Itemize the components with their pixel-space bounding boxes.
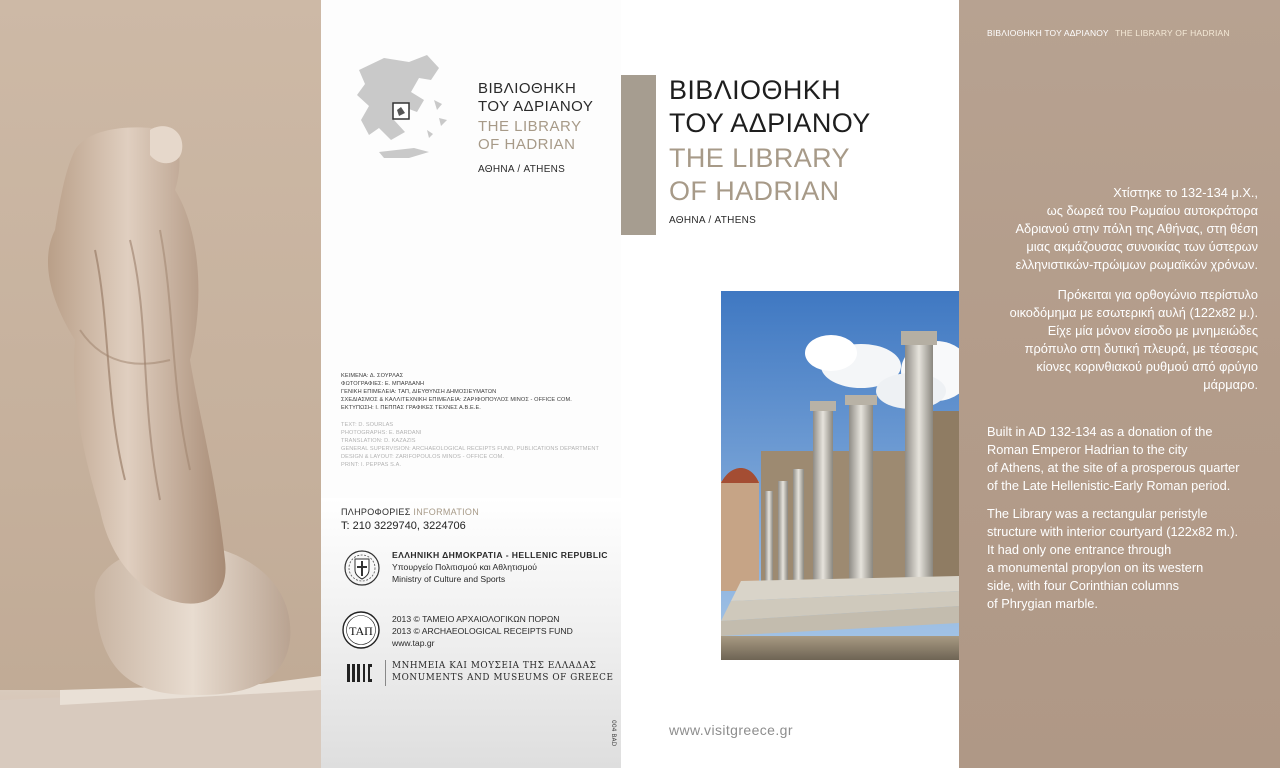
tap-logo-icon: [341, 610, 381, 650]
cover-accent-bar: [621, 75, 656, 235]
print-code: 004 BAD: [610, 720, 617, 747]
greek-paragraph-2: Πρόκειται για ορθογώνιο περίστυλο οικοδόμημα με εσωτερική αυλή (122x82 μ.). Είχε μία μόνον είσοδο με μνημειώδες πρόπυλο στη δυτική πλευρά, με τέσσερις κίονες κορινθιακού ρυθμού από φρύγιο μάρμαρο.: [1009, 287, 1258, 392]
coat-of-arms-icon: [343, 548, 381, 588]
republic-text: ΕΛΛΗΝΙΚΗ ΔΗΜΟΚΡΑΤΙΑ - HELLENIC REPUBLIC Υπουργείο Πολιτισμού και Αθλητισμού Ministry of Culture and Sports: [392, 550, 608, 584]
credit-line: PRINT: I. PEPPAS S.A.: [341, 462, 402, 468]
credit-line: GENERAL SUPERVISION: ARCHAEOLOGICAL RECEIPTS FUND, PUBLICATIONS DEPARTMENT: [341, 446, 600, 452]
credit-line: TRANSLATION: D. KAZAZIS: [341, 438, 416, 444]
information-heading: ΠΛΗΡΟΦΟΡΙΕΣ INFORMATION: [341, 507, 480, 517]
cover-location: ΑΘΗΝΑ / ATHENS: [669, 215, 757, 226]
tap-text: 2013 © ΤΑΜΕΙΟ ΑΡΧΑΙΟΛΟΓΙΚΩΝ ΠΟΡΩΝ 2013 © ARCHAEOLOGICAL RECEIPTS FUND www.tap.gr: [392, 614, 573, 648]
monuments-text: ΜΝΗΜΕΙΑ ΚΑΙ ΜΟΥΣΕΙΑ ΤΗΣ ΕΛΛΑΔΑΣ MONUMENTS AND MUSEUMS OF GREECE: [392, 661, 614, 683]
library-columns-photo: [721, 291, 959, 660]
republic-logo-row: [341, 548, 621, 590]
greek-paragraph-1: Χτίστηκε το 132-134 μ.Χ., ως δωρεά του Ρωμαίου αυτοκράτορα Αδριανού στην πόλη της Αθήνας, στη θέση μιας ακμάζουσας συνοικίας των ύστερων ελληνιστικών-πρώιμων ρωμαϊκών χρόνων.: [1015, 185, 1258, 272]
statue-image: [0, 0, 321, 768]
english-paragraph-2: The Library was a rectangular peristyle structure with interior courtyard (122x82 m.). It had only one entrance through a monumental propylon on its western side, with four Corinthian columns of Phrygian marble.: [987, 506, 1239, 611]
panel-header: ΒΙΒΛΙΟΘΗΚΗ ΤΟΥ ΑΔΡΙΑΝΟΥ THE LIBRARY OF HADRIAN: [987, 28, 1230, 38]
credit-line: TEXT: D. SOURLAS: [341, 422, 394, 428]
credit-line: PHOTOGRAPHS: E. BARDANI: [341, 430, 422, 436]
credit-line: ΓΕΝΙΚΗ ΕΠΙΜΕΛΕΙΑ: ΤΑΠ, ΔΙΕΥΘΥΝΣΗ ΔΗΜΟΣΙΕΥΜΑΤΩΝ: [341, 389, 497, 395]
credit-line: ΕΚΤΥΠΩΣΗ: Ι. ΠΕΠΠΑΣ ΓΡΑΦΙΚΕΣ ΤΕΧΝΕΣ Α.Β.Ε.Ε.: [341, 405, 481, 411]
credits-gr: [341, 372, 621, 412]
tap-logo-row: [341, 610, 621, 654]
phone-number: Τ: 210 3229740, 3224706: [341, 520, 466, 532]
english-paragraph-1: Built in AD 132-134 as a donation of the Roman Emperor Hadrian to the city of Athens, at the site of a prosperous quarter of the Late Hellenistic-Early Roman period.: [987, 424, 1240, 493]
tap-website-link[interactable]: www.tap.gr: [392, 638, 435, 648]
credit-line: ΦΩΤΟΓΡΑΦΙΕΣ: Ε. ΜΠΑΡΔΑΝΗ: [341, 381, 425, 387]
statue-panel: [0, 0, 321, 768]
info-panel: [321, 0, 621, 768]
info-location: ΑΘΗΝΑ / ATHENS: [478, 164, 566, 175]
visitgreece-url[interactable]: www.visitgreece.gr: [669, 722, 793, 738]
monuments-logo-row: [341, 660, 621, 688]
cover-panel: [621, 0, 959, 768]
credit-line: ΣΧΕΔΙΑΣΜΟΣ & ΚΑΛΛΙΤΕΧΝΙΚΗ ΕΠΙΜΕΛΕΙΑ: ΖΑΡΙΦΟΠΟΥΛΟΣ ΜΙΝΟΣ - OFFICE COM.: [341, 397, 572, 403]
credit-line: DESIGN & LAYOUT: ZARIFOPOULOS MINOS - OFFICE COM.: [341, 454, 504, 460]
greece-map-icon: [339, 40, 459, 170]
info-title-gr: ΒΙΒΛΙΟΘΗΚΗ ΤΟΥ ΑΔΡΙΑΝΟΥ: [478, 80, 594, 115]
credit-line: ΚΕΙΜΕΝΑ: Δ. ΣΟΥΡΛΑΣ: [341, 373, 404, 379]
divider: [385, 660, 386, 686]
info-title-en: THE LIBRARY OF HADRIAN: [478, 118, 582, 153]
cover-title-gr: ΒΙΒΛΙΟΘΗΚΗ ΤΟΥ ΑΔΡΙΑΝΟΥ: [669, 75, 871, 138]
monuments-logo-icon: [346, 662, 374, 684]
text-panel: [959, 0, 1280, 768]
cover-title-en: THE LIBRARY OF HADRIAN: [669, 143, 850, 206]
credits-en: [341, 421, 621, 469]
svg-text:ΤΑΠ: ΤΑΠ: [349, 624, 373, 638]
